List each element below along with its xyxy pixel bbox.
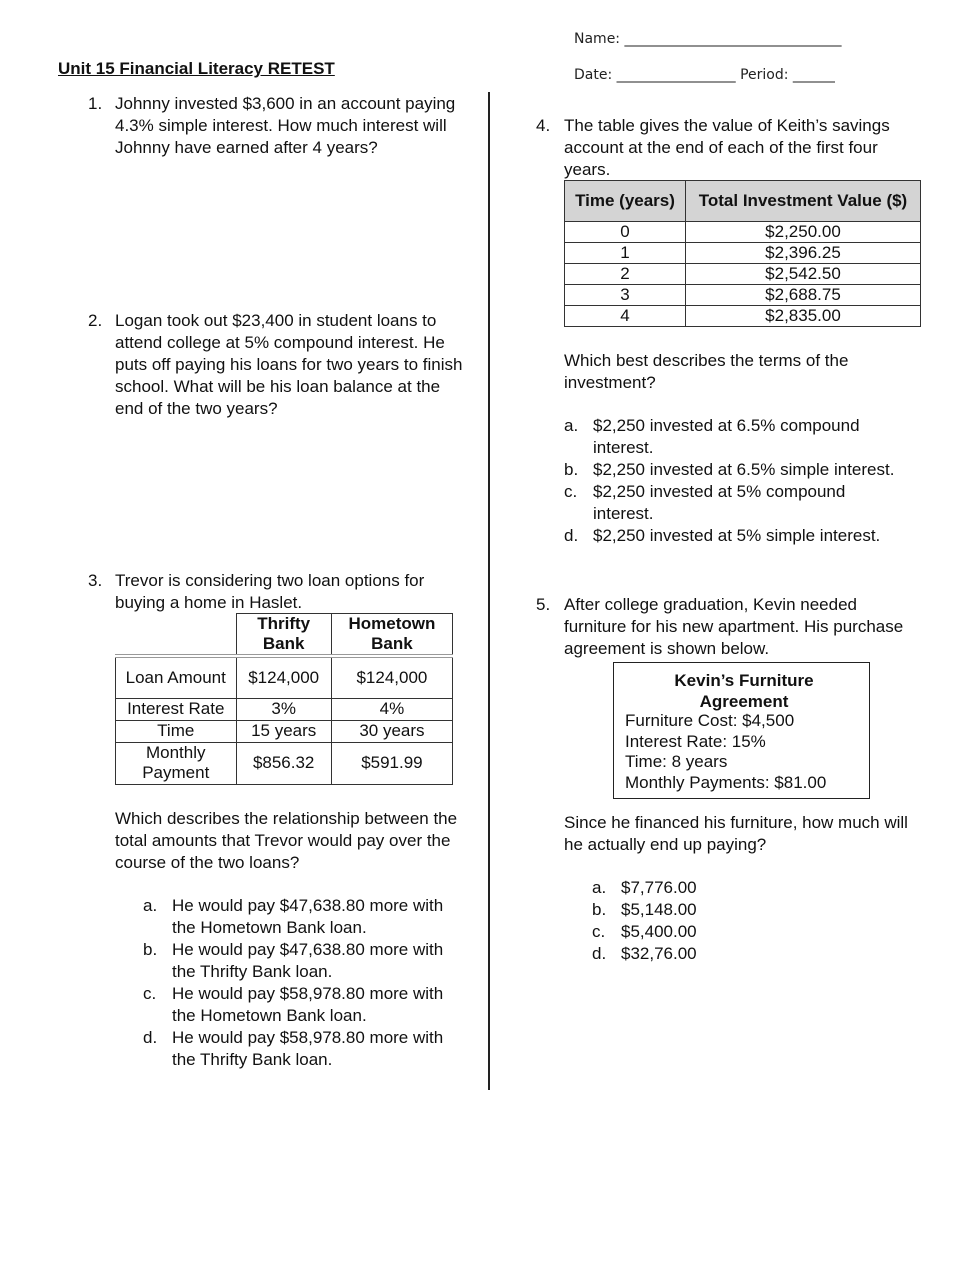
col-header: Hometown Bank: [331, 614, 452, 657]
q4-prompt: Which best describes the terms of the investment?: [564, 351, 849, 392]
q3-number: 3.: [88, 571, 103, 590]
date-period-field: Date: _________________ Period: ______: [574, 67, 835, 83]
column-divider: [488, 92, 490, 1090]
page-title: Unit 15 Financial Literacy RETEST: [58, 59, 335, 78]
q5-number: 5.: [536, 595, 551, 614]
agreement-title: Kevin’s Furniture Agreement: [674, 671, 814, 711]
agreement-details: Furniture Cost: $4,500 Interest Rate: 15% Time: 8 years Monthly Payments: $81.00: [625, 711, 827, 792]
name-field: Name: _______________________________: [574, 31, 842, 47]
investment-table: [564, 180, 921, 327]
table-row: 2 $2,542.50: [565, 264, 921, 285]
q4-text: The table gives the value of Keith’s savings account at the end of each of the first four years.: [564, 116, 890, 179]
table-row: 3 $2,688.75: [565, 285, 921, 306]
q4-number: 4.: [536, 116, 551, 135]
q3-text: Trevor is considering two loan options for buying a home in Haslet.: [115, 571, 425, 612]
q5-prompt: Since he financed his furniture, how much will he actually end up paying?: [564, 813, 908, 854]
table-row: Loan Amount $124,000 $124,000: [116, 656, 453, 698]
table-row: Interest Rate 3% 4%: [116, 698, 453, 720]
table-row: Time 15 years 30 years: [116, 720, 453, 742]
col-header: Time (years): [565, 181, 686, 222]
loan-table: [115, 613, 453, 785]
q5-text: After college graduation, Kevin needed furniture for his new apartment. His purchase agreement is shown below.: [564, 595, 904, 658]
q2-number: 2.: [88, 311, 103, 330]
furniture-agreement-box: [613, 662, 870, 799]
q1-number: 1.: [88, 94, 103, 113]
table-row: 0 $2,250.00: [565, 222, 921, 243]
col-header: Total Investment Value ($): [686, 181, 921, 222]
q3-prompt: Which describes the relationship between the total amounts that Trevor would pay over the course of the two loans?: [115, 809, 458, 872]
q1-text: Johnny invested $3,600 in an account paying 4.3% simple interest. How much interest will Johnny have earned after 4 years?: [115, 94, 456, 157]
table-row: 4 $2,835.00: [565, 306, 921, 327]
q2-text: Logan took out $23,400 in student loans to attend college at 5% compound interest. He puts off paying his loans for two years to finish school. What will be his loan balance at the end of the two years?: [115, 311, 463, 418]
col-header: Thrifty Bank: [236, 614, 331, 657]
table-row: 1 $2,396.25: [565, 243, 921, 264]
table-row: Monthly Payment $856.32 $591.99: [116, 742, 453, 784]
worksheet-page: Name: _______________________________ Date: _________________ Period: ______ Unit 15 Financial Literacy RETEST 1. Johnny invested $3,600 in an account paying 4.3% simple interest. How much interest will Johnny have earned after 4 years? 2. Logan took out $23,400 in student loans to attend college at 5% compound interest. He puts off paying his loans for two years to finish school. What will be his loan balance at the end of the two years? 3. Trevor is considering two loan options for buying a home in Haslet. Thrifty Bank Hometown Bank Loan Amount $124,000 $124,000 Interest Rate 3% 4% Time 15 years 30 years Monthly Payment $856.32 $591.99 Which describes the relationship between the total amounts that Trevor would pay over the course of the two loans? a. He would pay $47,638.80 more with the Hometown Bank loan. b. He would pay $47,638.80 more with the Thrifty Bank loan. c. He would pay $58,978.80 more with the Hometown Bank loan. d. He would pay $58,978.80 more with the Thrifty Bank loan. 4. The table gives the value of Keith’s savings account at the end of each of the first four years. Time (years) Total Investment Value ($) 0 $2,250.00 1 $2,396.25 2 $2,542.50 3 $2,688.75 4 $2,835.00 Which best describes the terms of the investment? a. $2,250 invested at 6.5% compound interest. b. $2,250 invested at 6.5% simple interest. c. $2,250 invested at 5% compound interest. d. $2,250 invested at 5% simple interest. 5. After college graduation, Kevin needed furniture for his new apartment. His purchase agreement is shown below. Kevin’s Furniture Agreement Furniture Cost: $4,500 Interest Rate: 15% Time: 8 years Monthly Payments: $81.00 Since he financed his furniture, how much will he actually end up paying? a. $7,776.00 b. $5,148.00 c. $5,400.00 d. $32,76.00: [0, 0, 979, 1266]
